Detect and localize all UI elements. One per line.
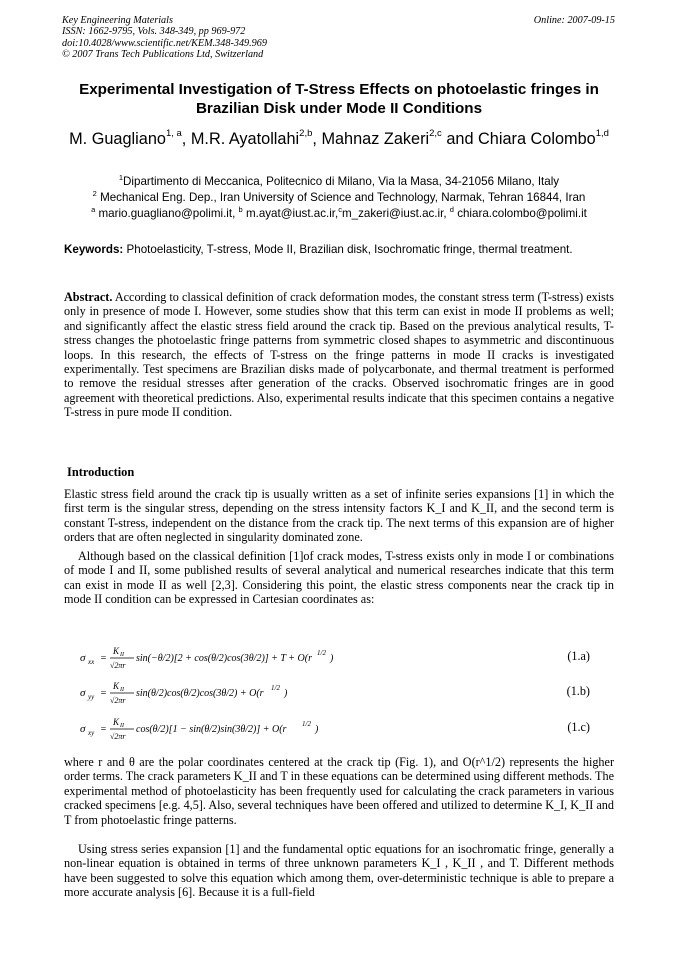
author-emails <box>40 207 638 220</box>
keywords <box>64 242 614 258</box>
svg-text:1/2: 1/2 <box>302 720 311 728</box>
keywords-label: Keywords: <box>64 243 124 256</box>
author-separator: and <box>441 130 479 148</box>
after-equation-paragraph: where r and θ are the polar coordinates centered at the crack tip (Fig. 1), and O(r^1/2) represents the higher order terms. The crack parameters K_II and T in these equations can be determined using different methods. The experimental method of photoelasticity has been frequently used for calculating the crack parameters in various cracked specimens [e.g. 4,5]. Also, several techniques have been offered and utilized to determine K_I, K_II and T from photoelastic fringe patterns. <box>64 755 614 827</box>
svg-text:σ: σ <box>80 723 86 735</box>
journal-header <box>62 15 267 61</box>
email-sup: d <box>449 205 454 214</box>
journal-issn: ISSN: 1662-9795, Vols. 348-349, pp 969-972 <box>62 26 246 38</box>
intro-paragraph-1: Elastic stress field around the crack tip is usually written as a set of infinite series expansions [1] in which the first term is the singular stress, depending on the stress intensity factors K_I and K_II, and the second term is constant T-stress, independent on the distance from the crack tip. The next terms of this expansion are of higher orders that are often neglected in singularity dominated zone. <box>64 487 614 545</box>
section-heading-introduction: Introduction <box>67 465 135 479</box>
equation-1b-formula <box>80 678 500 706</box>
journal-copyright: © 2007 Trans Tech Publications Ltd, Switzerland <box>62 49 264 61</box>
author-separator: , <box>312 130 322 148</box>
equation-1c <box>80 714 620 742</box>
author-separator: , <box>181 130 191 148</box>
svg-text:yy: yy <box>88 693 95 701</box>
email-link[interactable]: m_zakeri@iust.ac.ir, <box>342 207 450 220</box>
keywords-text: Photoelasticity, T-stress, Mode II, Brazilian disk, Isochromatic fringe, thermal treatment. <box>126 243 573 256</box>
email-sup: b <box>238 205 243 214</box>
equation-1a <box>80 643 620 671</box>
author-name: M.R. Ayatollahi <box>190 130 300 148</box>
svg-text:K: K <box>113 681 120 691</box>
svg-text:=: = <box>100 653 107 664</box>
email-link[interactable]: m.ayat@iust.ac.ir, <box>245 207 339 220</box>
abstract-text: According to classical definition of crack deformation modes, the constant stress term (T-stress) exists only in presence of mode I. However, some studies show that this term can exist in mode II problems as well; and significantly affect the elastic stress field around the crack tip. Based on the previous analytical results, T-stress changes the photoelastic fringe patterns from symmetric closed shapes to asymmetric and discontinuous loops. In this research, the effects of T-stress on the fringe patterns in mode II cracks is investigated experimentally. Test specimens are Brazilian disks made of polycarbonate, and thermal treatment is performed to remove the residual stresses after generation of the cracks. Observed isochromatic fringes are in good agreement with theoretical predictions. Also, experimental results indicate that this specimen contains a negative T-stress in pure mode II condition. <box>64 290 614 420</box>
equation-1b <box>80 678 620 706</box>
svg-text:II: II <box>120 723 124 729</box>
author-sup: 2,b <box>299 128 313 139</box>
svg-text:1/2: 1/2 <box>271 684 280 692</box>
svg-text:K: K <box>113 646 120 656</box>
author-list <box>40 130 638 149</box>
equation-1c-formula <box>80 714 500 742</box>
paper-title <box>48 80 630 118</box>
equation-label: (1.b) <box>566 684 590 698</box>
title-line-1: Experimental Investigation of T-Stress Effects on photoelastic fringes in <box>79 81 599 98</box>
journal-doi: doi:10.4028/www.scientific.net/KEM.348-349.969 <box>62 37 267 49</box>
equation-label: (1.c) <box>567 720 590 734</box>
svg-text:II: II <box>120 687 124 693</box>
svg-text:): ) <box>284 688 288 699</box>
intro-paragraph-4: Using stress series expansion [1] and the fundamental optic equations for an isochromatic fringe, generally a non-linear equation is obtained in terms of three unknown parameters K_I , K_II , and T. Different methods have been suggested to solve this equation which among them, over-deterministic technique is able to prepare a more accurate analysis [6]. Because it is a full-field <box>64 842 614 900</box>
affiliation-text: Dipartimento di Meccanica, Politecnico di Milano, Via la Masa, 34-21056 Milano, Italy <box>123 175 560 188</box>
email-link[interactable]: mario.guagliano@polimi.it, <box>98 207 239 220</box>
email-sup: c <box>338 205 342 214</box>
author-sup: 1, a <box>165 128 182 139</box>
online-date: Online: 2007-09-15 <box>533 15 615 26</box>
equation-label: (1.a) <box>567 649 590 663</box>
email-sup: a <box>91 205 96 214</box>
title-line-2: Brazilian Disk under Mode II Conditions <box>195 100 483 117</box>
svg-text:xx: xx <box>88 658 95 666</box>
equation-1a-formula <box>80 643 500 671</box>
affiliation-sup: 2 <box>92 189 97 198</box>
svg-text:II: II <box>120 652 124 658</box>
svg-text:K: K <box>113 717 120 727</box>
svg-text:σ: σ <box>80 652 86 664</box>
svg-text:1/2: 1/2 <box>317 649 326 657</box>
svg-text:): ) <box>315 724 319 735</box>
affiliation-sup: 1 <box>118 173 124 182</box>
affiliation-text: Mechanical Eng. Dep., Iran University of Science and Technology, Narmak, Tehran 16844, Iran <box>100 191 586 204</box>
author-sup: 1,d <box>595 128 609 139</box>
abstract <box>64 290 614 420</box>
affiliation-1 <box>40 175 638 188</box>
affiliation-2 <box>40 191 638 204</box>
svg-text:sin(−θ/2)[2 + cos(θ/2)cos(3θ/2: sin(−θ/2)[2 + cos(θ/2)cos(3θ/2)] + T + O(r <box>136 653 312 664</box>
svg-text:): ) <box>330 653 334 664</box>
svg-text:√2πr: √2πr <box>110 661 126 670</box>
svg-text:=: = <box>100 688 107 699</box>
journal-name: Key Engineering Materials <box>62 15 173 26</box>
svg-text:cos(θ/2)[1 − sin(θ/2)sin(3θ/2): cos(θ/2)[1 − sin(θ/2)sin(3θ/2)] + O(r <box>136 724 287 735</box>
author-name: M. Guagliano <box>69 130 166 148</box>
svg-text:sin(θ/2)cos(θ/2)cos(3θ/2) + O(: sin(θ/2)cos(θ/2)cos(3θ/2) + O(r <box>136 688 264 699</box>
intro-paragraph-2: Although based on the classical definition [1]of crack modes, T-stress exists only in mode I or combinations of mode I and II, some published results of several analytical and numerical researches indicate that this term can exist in mode II as well [2,3]. Considering this point, the elastic stress components near the crack tip in mode II condition can be expressed in Cartesian coordinates as: <box>64 549 614 607</box>
svg-text:σ: σ <box>80 687 86 699</box>
author-name: Chiara Colombo <box>478 130 596 148</box>
svg-text:√2πr: √2πr <box>110 732 126 741</box>
svg-text:xy: xy <box>88 729 95 737</box>
author-name: Mahnaz Zakeri <box>321 130 430 148</box>
svg-text:=: = <box>100 724 107 735</box>
abstract-label: Abstract. <box>64 290 113 304</box>
email-link[interactable]: chiara.colombo@polimi.it <box>457 207 587 220</box>
author-sup: 2,c <box>429 128 442 139</box>
svg-text:√2πr: √2πr <box>110 696 126 705</box>
